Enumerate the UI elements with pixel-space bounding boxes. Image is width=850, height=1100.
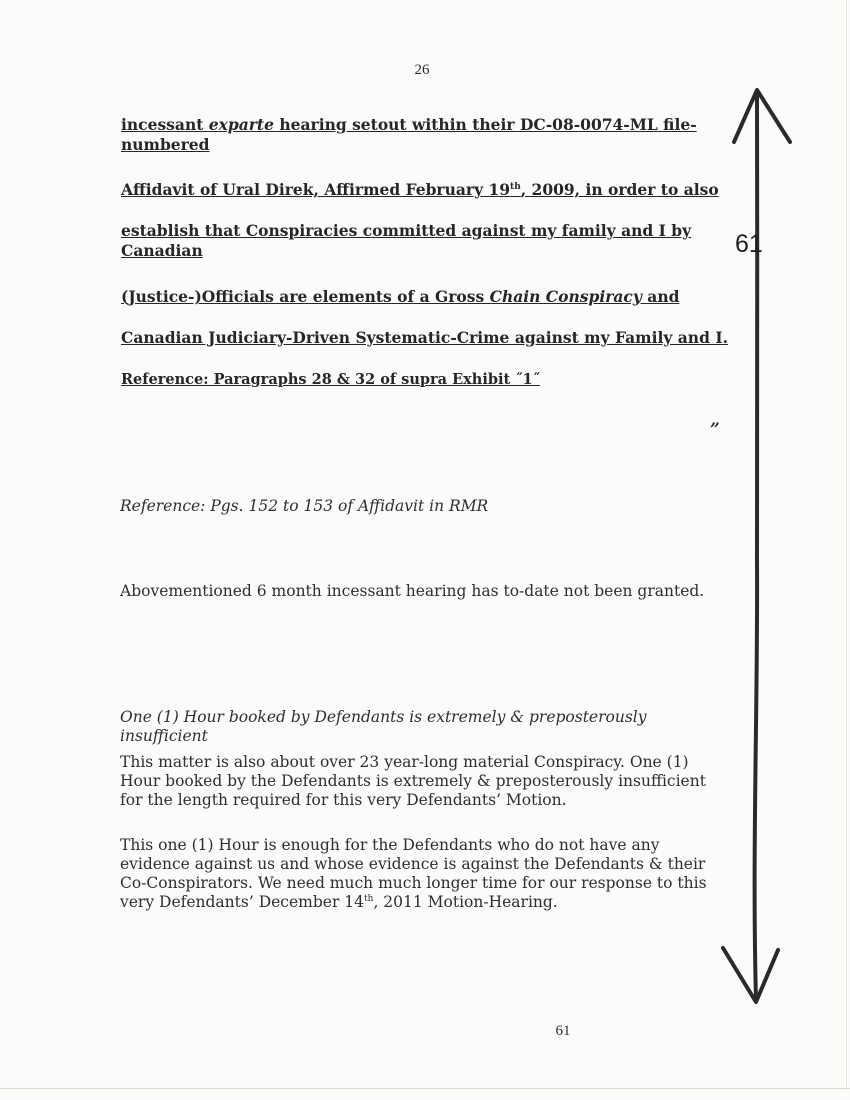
paragraph-2: This one (1) Hour is enough for the Defendants who do not have any evidence against us and whose evidence is against the Defendants & their Co-Conspirators. We need much much longer time for our response to this very Defendants’ December 14th, 2011 Motion-Hearing. xyxy=(120,836,707,911)
bold-line-1b: numbered xyxy=(121,135,210,154)
paragraph-1: This matter is also about over 23 year-long material Conspiracy. One (1) Hour booked by the Defendants is extremely & preposterously insufficient for the length required for this very Defendants’ Motion. xyxy=(120,753,706,809)
exhibit-reference: Reference: Paragraphs 28 & 32 of supra Exhibit ˝1˝ xyxy=(121,371,540,388)
bold-line-3: establish that Conspiracies committed against my family and I by xyxy=(121,221,692,240)
bold-line-2: Affidavit of Ural Direk, Affirmed February 19th, 2009, in order to also xyxy=(121,180,719,199)
closing-quote: ” xyxy=(710,420,720,440)
margin-annotation: 61 xyxy=(735,230,763,258)
arrow-head-up xyxy=(734,90,790,142)
hearing-note: Abovementioned 6 month incessant hearing has to-date not been granted. xyxy=(120,582,705,600)
bold-line-4: (Justice-)Officials are elements of a Gross Chain Conspiracy and xyxy=(121,287,680,306)
arrow-head-down xyxy=(723,948,778,1002)
bold-line-5: Canadian Judiciary-Driven Systematic-Crime against my Family and I. xyxy=(121,328,728,347)
affidavit-reference: Reference: Pgs. 152 to 153 of Affidavit in RMR xyxy=(120,497,489,515)
page-number-bottom: 61 xyxy=(555,1023,571,1039)
bold-line-1: incessant exparte hearing setout within their DC-08-0074-ML file- xyxy=(121,115,697,134)
bold-line-3b: Canadian xyxy=(121,241,203,260)
page-number-top: 26 xyxy=(414,62,430,78)
section-heading: One (1) Hour booked by Defendants is extremely & preposterously insufficient xyxy=(120,708,647,745)
